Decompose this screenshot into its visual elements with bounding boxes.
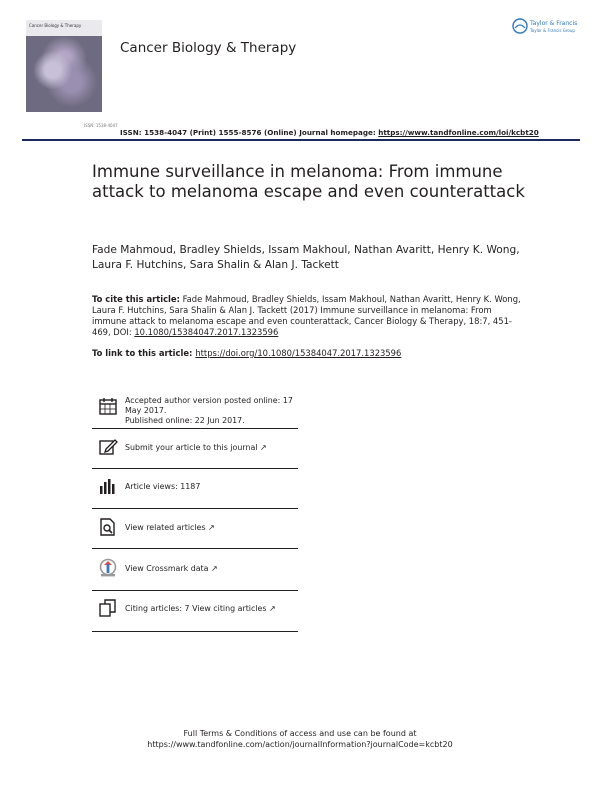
publisher-subname: Taylor & Francis Group	[530, 28, 575, 33]
divider	[92, 508, 298, 509]
cover-title: Cancer Biology & Therapy	[29, 23, 82, 28]
publisher-name: Taylor & Francis	[530, 20, 578, 27]
divider	[92, 548, 298, 549]
external-link-icon: ↗	[211, 564, 218, 573]
divider	[92, 590, 298, 591]
submit-article-row[interactable]	[92, 437, 298, 459]
publisher-logo[interactable]	[512, 18, 582, 40]
cover-header	[26, 20, 102, 36]
article-authors: Fade Mahmoud, Bradley Shields, Issam Makhoul, Nathan Avaritt, Henry K. Wong, Laura F. Hutchins, Sara Shalin & Alan J. Tackett	[92, 244, 520, 271]
external-link-icon: ↗	[260, 443, 267, 452]
issn-text: ISSN: 1538-4047 (Print) 1555-8576 (Online) Journal homepage:	[120, 128, 379, 137]
article-link-line	[92, 348, 401, 358]
article-views-row	[92, 476, 298, 498]
cite-text: Fade Mahmoud, Bradley Shields, Issam Makhoul, Nathan Avaritt, Henry K. Wong, Laura F. Hutchins, Sara Shalin & Alan J. Tackett (2017) Immune surveillance in melanoma: From immune attack to melanoma escape and even counterattack, Cancer Biology & Therapy, 18:7, 451-469, DOI:	[92, 294, 521, 337]
footer-url[interactable]: https://www.tandfonline.com/action/journalInformation?journalCode=kcbt20	[147, 740, 453, 749]
issn-line	[120, 128, 539, 137]
footer	[0, 728, 600, 750]
header-divider	[22, 139, 580, 141]
doi-link[interactable]: 10.1080/15384047.2017.1323596	[134, 327, 279, 337]
divider	[92, 428, 298, 429]
cover-note: ISSN: 1538-4047	[84, 123, 118, 128]
calendar-icon	[98, 396, 118, 416]
journal-homepage-link[interactable]: https://www.tandfonline.com/loi/kcbt20	[378, 128, 539, 137]
external-link-icon: ↗	[208, 523, 215, 532]
cover-artwork	[26, 36, 102, 112]
link-label: To link to this article:	[92, 348, 196, 358]
published-date: Published online: 22 Jun 2017.	[125, 416, 245, 425]
citing-articles-link[interactable]: Citing articles: 7 View citing articles	[125, 604, 267, 613]
external-link-icon: ↗	[269, 604, 276, 613]
journal-title: Cancer Biology & Therapy	[120, 40, 297, 56]
copy-documents-icon	[98, 598, 118, 618]
divider	[92, 468, 298, 469]
publication-dates	[92, 396, 298, 430]
crossmark-row[interactable]	[92, 558, 298, 580]
journal-cover-image	[26, 20, 102, 112]
article-views: Article views: 1187	[125, 482, 201, 491]
publisher-logo-icon	[512, 18, 528, 34]
crossmark-icon	[98, 558, 118, 578]
article-title: Immune surveillance in melanoma: From immune attack to melanoma escape and even counterattack	[92, 162, 525, 201]
divider	[92, 631, 298, 632]
accepted-date: Accepted author version posted online: 17 May 2017.	[125, 396, 293, 415]
document-search-icon	[98, 517, 118, 537]
citing-articles-row[interactable]	[92, 598, 298, 620]
citation-block	[92, 294, 522, 338]
article-doi-url[interactable]: https://doi.org/10.1080/15384047.2017.1323596	[195, 348, 402, 358]
related-articles-link[interactable]: View related articles	[125, 523, 206, 532]
crossmark-link[interactable]: View Crossmark data	[125, 564, 209, 573]
edit-icon	[98, 437, 118, 457]
related-articles-row[interactable]	[92, 517, 298, 539]
footer-terms: Full Terms & Conditions of access and use can be found at	[183, 729, 417, 738]
submit-article-link[interactable]: Submit your article to this journal	[125, 443, 258, 452]
cite-label: To cite this article:	[92, 294, 180, 304]
bar-chart-icon	[98, 476, 118, 496]
